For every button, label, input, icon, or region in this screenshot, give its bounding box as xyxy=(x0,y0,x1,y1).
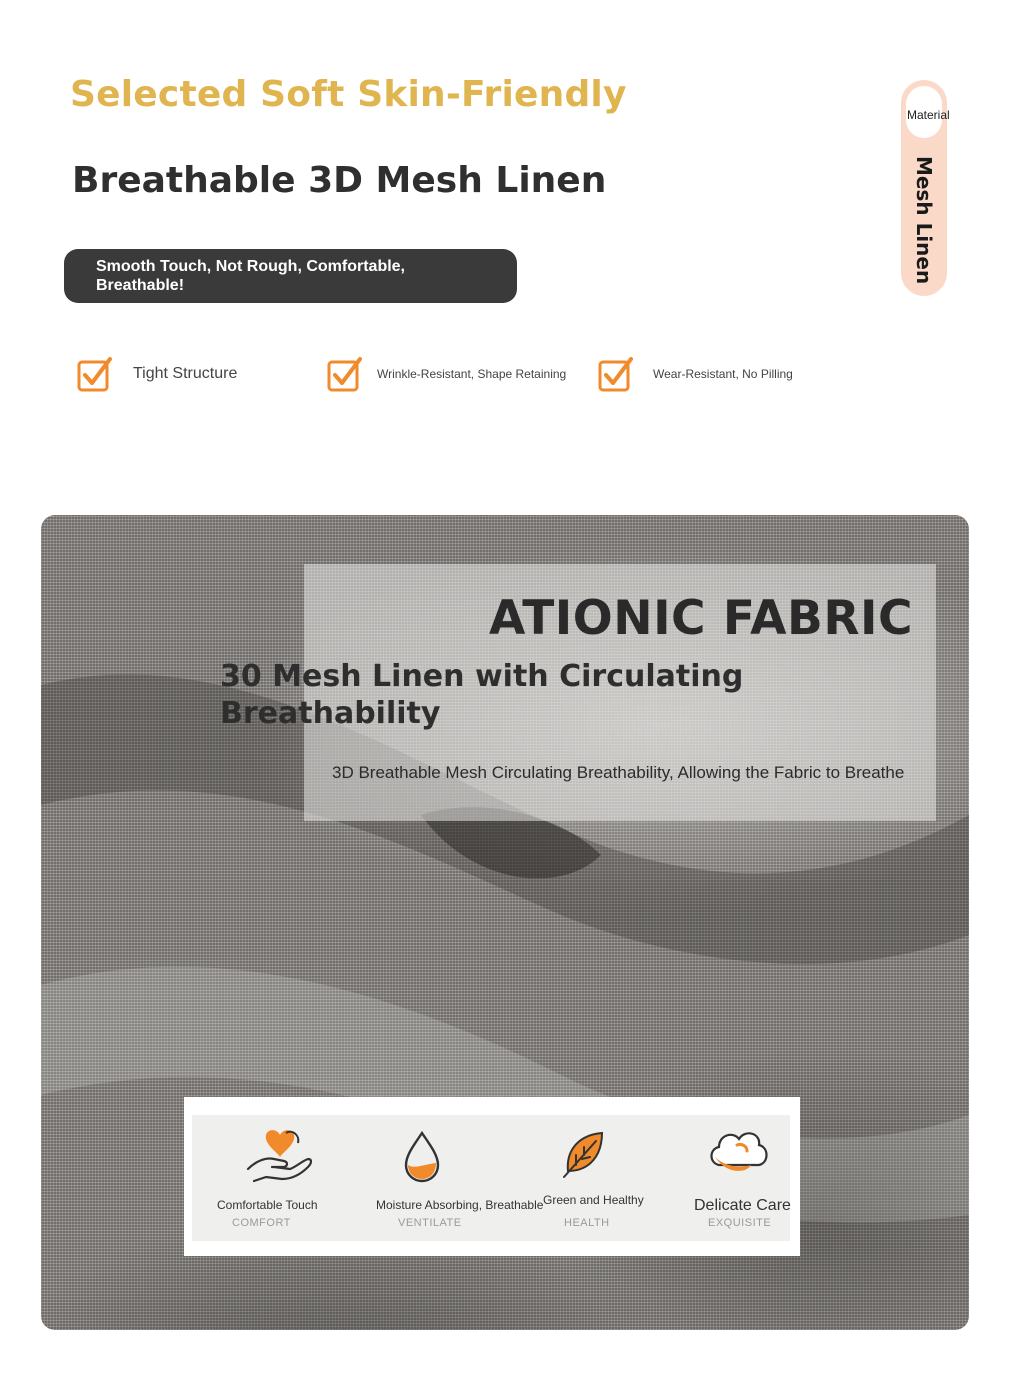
checkbox-check-icon xyxy=(77,356,113,392)
feature-label: Wear-Resistant, No Pilling xyxy=(653,367,793,381)
material-value: Mesh Linen xyxy=(912,156,936,285)
feature-pill-text: Smooth Touch, Not Rough, Comfortable, Breathable! xyxy=(96,258,405,294)
cloud-icon xyxy=(707,1125,771,1177)
benefits-strip xyxy=(192,1115,790,1241)
feature-wrinkle-resistant xyxy=(327,355,566,393)
benefits-panel xyxy=(184,1097,800,1256)
fabric-subtitle: 3D Breathable Mesh Circulating Breathability, Allowing the Fabric to Breathe xyxy=(332,763,905,782)
material-badge xyxy=(901,80,950,296)
water-drop-icon xyxy=(400,1127,444,1185)
feature-pill xyxy=(64,249,517,303)
benefit-moisture xyxy=(376,1127,544,1229)
benefit-sub: EXQUISITE xyxy=(708,1217,772,1229)
checkbox-check-icon xyxy=(598,356,634,392)
fabric-title: 30 Mesh Linen with Circulating Breathability xyxy=(220,659,744,731)
fabric-headline: ATIONIC FABRIC xyxy=(489,591,913,646)
benefit-label: Delicate Care xyxy=(694,1197,791,1214)
benefit-label: Comfortable Touch xyxy=(217,1198,318,1212)
heading-selected-soft: Selected Soft Skin-Friendly xyxy=(70,74,627,115)
feature-tight-structure xyxy=(77,355,237,393)
benefit-label: Green and Healthy xyxy=(543,1193,644,1207)
benefit-sub: COMFORT xyxy=(232,1217,291,1229)
checkbox-check-icon xyxy=(327,356,363,392)
feature-wear-resistant xyxy=(598,355,793,393)
material-label: Material xyxy=(907,108,950,122)
feature-label: Tight Structure xyxy=(133,365,238,382)
benefit-sub: VENTILATE xyxy=(398,1217,462,1229)
benefit-label: Moisture Absorbing, Breathable xyxy=(376,1198,544,1212)
feature-label: Wrinkle-Resistant, Shape Retaining xyxy=(377,367,567,381)
benefit-green-healthy xyxy=(543,1127,644,1229)
benefit-sub: HEALTH xyxy=(564,1217,610,1229)
heading-breathable-mesh: Breathable 3D Mesh Linen xyxy=(72,160,607,201)
leaf-icon xyxy=(560,1127,608,1181)
hand-heart-icon xyxy=(242,1127,314,1185)
benefit-comfortable-touch xyxy=(217,1127,338,1229)
benefit-delicate-care xyxy=(694,1125,791,1229)
